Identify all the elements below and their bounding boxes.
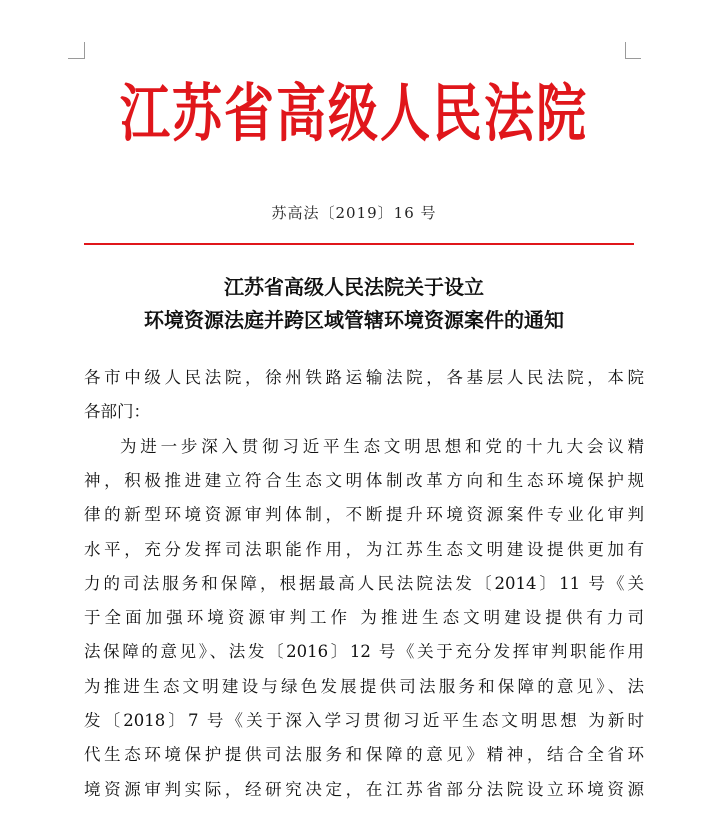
body-paragraph-line: 发〔2018〕7 号《关于深入学习贯彻习近平生态文明思想 为新时	[84, 711, 644, 730]
body-paragraph-line: 律的新型环境资源审判体制，不断提升环境资源案件专业化审判	[84, 505, 644, 524]
body-paragraph-line: 法保障的意见》、法发〔2016〕12 号《关于充分发挥审判职能作用	[84, 642, 644, 661]
document-number: 苏高法〔2019〕16 号	[271, 204, 437, 222]
red-divider-line	[84, 243, 634, 245]
crop-mark-top-left	[68, 58, 84, 59]
addressee-line-2: 各部门：	[84, 402, 150, 421]
crop-mark-top-left	[84, 42, 85, 59]
body-paragraph-line: 为进一步深入贯彻习近平生态文明思想和党的十九大会议精	[120, 437, 644, 456]
crop-mark-top-right	[625, 42, 626, 59]
addressee-line-1: 各市中级人民法院，徐州铁路运输法院，各基层人民法院，本院	[84, 368, 644, 387]
body-paragraph-line: 力的司法服务和保障，根据最高人民法院法发〔2014〕11 号《关	[84, 574, 644, 593]
crop-mark-top-right	[625, 58, 641, 59]
body-paragraph-line: 为推进生态文明建设与绿色发展提供司法服务和保障的意见》、法	[84, 677, 644, 696]
issuer-header: 江苏省高级人民法院	[120, 77, 588, 150]
body-paragraph-line: 神，积极推进建立符合生态文明体制改革方向和生态环境保护规	[84, 471, 644, 490]
notice-title-line-2: 环境资源法庭并跨区域管辖环境资源案件的通知	[144, 308, 564, 332]
body-paragraph-line: 于全面加强环境资源审判工作 为推进生态文明建设提供有力司	[84, 608, 644, 627]
notice-title-line-1: 江苏省高级人民法院关于设立	[224, 275, 484, 299]
body-paragraph-line: 水平，充分发挥司法职能作用，为江苏生态文明建设提供更加有	[84, 540, 644, 559]
body-paragraph-line: 代生态环境保护提供司法服务和保障的意见》精神，结合全省环	[84, 745, 644, 764]
body-paragraph-line: 境资源审判实际，经研究决定，在江苏省部分法院设立环境资源	[84, 780, 644, 799]
